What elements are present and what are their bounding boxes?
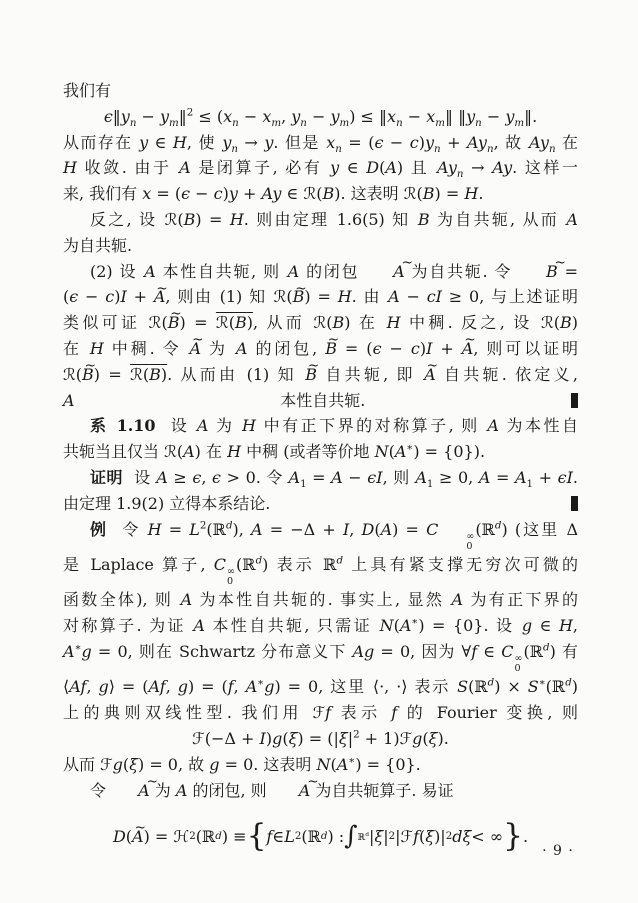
text-fragment: m <box>271 116 282 129</box>
text-fragment: c <box>213 184 223 204</box>
text-fragment: 证明 <box>90 467 123 487</box>
text-fragment: f <box>227 677 234 697</box>
text-fragment: S <box>457 677 469 697</box>
text-line: H 收敛. 由于 A 是闭算子, 必有 y ∈ D(A) 且 $Ay_n \to Ay$. 这样一 <box>63 158 578 181</box>
text-fragment: d <box>565 677 572 690</box>
text-fragment: B <box>559 313 572 333</box>
text-fragment: A <box>478 467 491 487</box>
text-fragment: A ~ <box>132 824 144 850</box>
text-fragment: g <box>98 677 109 697</box>
text-fragment: $y_n$ <box>291 106 307 129</box>
text-fragment: m <box>339 116 350 129</box>
text-fragment: B <box>234 313 247 333</box>
text-line: 证明 设 A ≥ ϵ, ϵ > 0. 令 $A_1 = A - \epsilon I$, 则 $A_1 \ge 0$, $A = A_1 + \epsilon I$. <box>90 467 578 491</box>
text-fragment: A <box>399 616 412 636</box>
text-fragment: d <box>543 641 550 654</box>
text-fragment: 1 <box>426 478 434 491</box>
text-fragment: A ~ <box>111 778 150 804</box>
text-fragment: ∞ <box>227 566 236 578</box>
text-fragment: B ~ <box>293 284 305 310</box>
text-fragment: Af <box>148 677 166 697</box>
text-fragment: n <box>300 116 307 129</box>
text-fragment: I <box>426 338 433 358</box>
text-fragment: 例 <box>90 519 109 539</box>
text-fragment: ϵ <box>374 132 384 152</box>
text-fragment: d <box>336 554 344 567</box>
text-fragment: $y_n$ <box>466 106 482 129</box>
text-fragment: $x_n$ <box>387 106 403 129</box>
text-fragment: n <box>486 142 494 155</box>
text-fragment: 0 <box>466 540 473 552</box>
text-fragment: g <box>209 754 220 774</box>
text-fragment: n <box>456 168 464 181</box>
text-line: 令 A ~ 为 A 的闭包, 则 A ~ 为自共轭算子. 易证 <box>63 778 578 804</box>
text-fragment <box>227 567 235 587</box>
text-fragment: g <box>81 642 92 662</box>
text-fragment: ϵ <box>181 184 191 204</box>
text-line: A 本性自共轭. <box>63 388 578 414</box>
text-fragment: d <box>320 830 328 843</box>
text-fragment <box>256 555 263 567</box>
text-fragment: c <box>105 287 115 307</box>
text-fragment: H <box>337 287 352 307</box>
text-fragment: ξ <box>374 826 384 846</box>
text-fragment: A <box>235 338 248 358</box>
text-fragment: A <box>415 467 427 487</box>
text-fragment: A <box>183 442 195 462</box>
text-line: $\epsilon‖y_n$ − $y_m‖^2 \le (x_n - x_m$, $y_n - y_m$) ≤ $‖x_n$ − $x_m‖$ $‖y_n$ − $y_m‖$. <box>103 106 538 129</box>
text-fragment: A <box>288 467 301 487</box>
text-fragment: $y_n$ <box>425 132 441 155</box>
text-fragment: g <box>177 677 188 697</box>
text-line: 为自共轭. <box>63 235 133 255</box>
text-fragment: H <box>63 158 77 178</box>
text-fragment: g <box>112 754 123 774</box>
text-fragment: A <box>514 467 527 487</box>
text-line: 共轭当且仅当 ℛ(A) 在 H 中稠 (或者等价地 N(A∗) = {0}). <box>63 441 486 462</box>
text-fragment: ∗ <box>538 677 546 690</box>
text-fragment: f <box>266 826 273 846</box>
text-fragment: N <box>374 442 389 462</box>
text-fragment: 0 <box>514 663 521 675</box>
text-line: 在 H 中稠. 令 A ~ 为 A 的闭包, B ~ = (ϵ − c)I + A ~, 则可以证明 <box>63 336 578 362</box>
text-fragment: ξ <box>338 729 348 749</box>
text-fragment: A ~ <box>462 336 474 362</box>
text-fragment: A <box>156 467 168 487</box>
text-fragment: A <box>566 209 578 229</box>
text-fragment: d <box>215 830 222 843</box>
text-fragment: I <box>342 519 350 539</box>
text-fragment: Af <box>69 677 87 697</box>
text-fragment: A <box>63 642 75 662</box>
text-fragment: D <box>366 158 380 178</box>
text-fragment: ∗ <box>74 641 82 654</box>
text-fragment: ϵI <box>367 467 383 487</box>
text-line: 由定理 1.9(2) 立得本系结论. <box>63 491 578 517</box>
text-fragment: C <box>426 519 439 539</box>
text-fragment: B ~ <box>325 336 337 362</box>
text-fragment: 0 <box>227 576 234 588</box>
text-line: 类似可证 ℛ(B ~) = ℛ(B), 从而 ℛ(B) 在 H 中稠. 反之, 设 ℛ(B) <box>63 310 578 336</box>
text-fragment: B ~ <box>82 362 94 388</box>
text-fragment: n <box>475 116 482 129</box>
text-fragment: m <box>514 116 525 129</box>
text-fragment <box>488 677 495 689</box>
text-fragment: x <box>142 184 152 204</box>
text-fragment: ϵ <box>192 467 202 487</box>
text-fragment: A ~ <box>190 336 202 362</box>
text-line: D ( A ~ ) = ℋ 2 (ℝ d ) ≡ { f ∈ L 2 (ℝ d ) : ∫ ℝ$^d$ | ξ | 2 |ℱ f ( ξ )| 2 dξ < ∞ } . <box>63 803 578 869</box>
text-fragment: A <box>245 677 258 697</box>
text-fragment: g <box>264 677 275 697</box>
text-fragment: A <box>196 416 209 436</box>
text-fragment: $x_m$ <box>262 106 282 129</box>
text-fragment: A <box>193 616 205 636</box>
text-fragment: f <box>471 642 478 662</box>
text-fragment: 2 <box>186 106 194 119</box>
text-fragment: B <box>332 313 345 333</box>
text-fragment: $x_n$ <box>326 132 342 155</box>
text-fragment: c <box>409 132 419 152</box>
text-fragment: H <box>172 132 187 152</box>
text-fragment: A ~ <box>366 259 405 285</box>
qed-mark <box>571 496 578 511</box>
text-fragment: A <box>144 261 156 281</box>
text-fragment <box>336 555 343 567</box>
text-fragment: C <box>501 642 514 662</box>
text-fragment: $Ay_n$ <box>436 158 464 181</box>
text-fragment: ∗ <box>348 754 356 767</box>
text-fragment: B <box>183 209 196 229</box>
text-fragment: B <box>417 209 430 229</box>
text-line: A∗g = 0, 则在 Schwartz 分布意义下 Ag = 0, 因为 ∀f ∈ C ∞ 0 (ℝ$^d$) 有 <box>63 641 578 675</box>
text-fragment: ∞ <box>466 530 475 542</box>
text-fragment: H <box>464 184 479 204</box>
text-fragment: N <box>379 616 394 636</box>
text-fragment: L <box>284 826 295 846</box>
text-fragment: S <box>527 677 539 697</box>
page-number: · 9 · <box>542 843 574 859</box>
text-fragment: H <box>386 313 401 333</box>
text-fragment: m <box>435 116 445 129</box>
text-fragment: I <box>120 287 127 307</box>
text-fragment: n <box>396 116 403 129</box>
text-fragment: $y_n$ <box>120 106 137 129</box>
text-fragment: d <box>225 519 233 532</box>
text-fragment: Ag <box>352 642 375 662</box>
text-fragment: A <box>179 158 191 178</box>
text-fragment: L <box>189 519 200 539</box>
text-fragment: A <box>180 590 193 610</box>
text-fragment: 1 <box>526 478 534 491</box>
text-fragment: f <box>325 703 332 723</box>
text-fragment: A ~ <box>154 284 166 310</box>
text-line: 系 1.10 设 A 为 H 中有正下界的对称算子, 则 A 为本性自 <box>90 416 578 436</box>
text-fragment: $y_m$ <box>330 106 350 129</box>
text-fragment: A <box>451 590 464 610</box>
text-fragment: n <box>232 116 239 129</box>
text-fragment <box>565 677 572 689</box>
text-fragment: f <box>391 703 398 723</box>
text-fragment: 2 <box>199 519 207 532</box>
text-line: (2) 设 A 本性自共轭, 则 A 的闭包 A ~ 为自共轭. 令 B ~ = <box>63 259 578 285</box>
text-fragment: A <box>388 287 400 307</box>
text-fragment: ξ <box>428 729 438 749</box>
text-fragment: ϵI <box>557 467 573 487</box>
text-fragment: cI <box>426 287 442 307</box>
text-fragment: dξ <box>452 826 472 846</box>
text-fragment: H <box>229 209 244 229</box>
text-fragment: y <box>228 184 238 204</box>
text-fragment: H <box>242 416 256 436</box>
text-fragment: ℛ(B) <box>130 364 168 384</box>
text-fragment <box>515 654 523 674</box>
text-fragment: $y_m$ <box>160 106 179 129</box>
text-fragment: A ~ <box>272 778 311 804</box>
text-fragment: ϵ <box>372 338 382 358</box>
text-fragment: ∗ <box>257 677 265 690</box>
text-fragment: A <box>287 261 300 281</box>
text-fragment: C <box>213 554 227 574</box>
text-fragment: $Ay_n$ <box>467 132 494 155</box>
text-fragment: ϵ <box>212 467 221 487</box>
text-fragment: A <box>331 467 343 487</box>
text-fragment: 2 <box>353 728 360 741</box>
text-fragment: Ay <box>261 184 282 204</box>
text-fragment: g <box>412 729 423 749</box>
text-line: (ϵ − c)I + A ~, 则由 (1) 知 ℛ(B ~) = H. 由 A − cI ≥ 0, 与上述证明 <box>63 284 578 310</box>
text-fragment: B ~ <box>168 310 180 336</box>
text-fragment: ∞ <box>514 653 523 665</box>
text-fragment: g <box>272 729 283 749</box>
text-fragment: D <box>112 826 126 846</box>
text-fragment: B ~ <box>519 259 558 285</box>
text-fragment: $y_m$ <box>505 106 525 129</box>
text-fragment: $x_m$ <box>426 106 445 129</box>
text-fragment: n <box>231 142 238 155</box>
text-fragment: d <box>365 830 369 838</box>
text-fragment: n <box>434 142 441 155</box>
text-fragment: ϵ <box>69 287 79 307</box>
text-line: 上的典则双线性型. 我们用 ℱf 表示 f 的 Fourier 变换, 则 <box>63 703 578 723</box>
text-fragment <box>439 532 474 552</box>
text-fragment: $y_n$ <box>222 132 238 155</box>
text-fragment: B <box>422 184 435 204</box>
text-line: 对称算子. 为证 A 本性自共轭, 只需证 N(A∗) = {0}. 设 g ∈ H, <box>63 615 578 636</box>
text-fragment: d <box>487 677 495 690</box>
text-fragment: A <box>394 442 407 462</box>
text-line: 函数全体), 则 A 为本性自共轭的. 事实上, 显然 A 为有正下界的 <box>63 590 578 610</box>
text-line: 例 令 $H = L^2(ℝ^d)$, A = −Δ + I, D(A) = C ∞ 0 (ℝ$^d$) (这里 Δ <box>90 519 579 552</box>
text-line: 我们有 <box>63 81 112 100</box>
text-line: ℱ(−Δ + $I)g(\xi) = (|\xi|^2$ + 1)ℱg(ξ). <box>192 728 449 749</box>
text-line: 来, 我们有 x = (ϵ − c)y + Ay ∈ ℛ(B). 这表明 ℛ(B) = H. <box>63 184 484 204</box>
text-fragment: 系 1.10 <box>90 416 156 436</box>
text-fragment: d <box>255 554 263 567</box>
text-fragment: f <box>413 826 419 846</box>
text-line: ⟨Af, g⟩ = (Af, g) = (f, A∗g) = 0, 这里 ⟨·, ·⟩ 表示 S(ℝ$^d$) × S∗(ℝ$^d$) <box>63 677 579 697</box>
text-line: 反之, 设 ℛ(B) = H. 则由定理 1.6(5) 知 B 为自共轭, 从而 A <box>90 209 578 229</box>
text-fragment: A <box>175 780 188 800</box>
text-fragment: N <box>316 754 331 774</box>
text-fragment: y <box>139 132 149 152</box>
text-fragment: n <box>548 142 556 155</box>
text-fragment: B <box>322 184 335 204</box>
text-fragment: $x_n$ <box>223 106 239 129</box>
text-fragment <box>543 642 550 654</box>
text-fragment: A <box>487 416 499 436</box>
text-fragment: H <box>147 519 162 539</box>
text-fragment: Ay <box>492 158 513 178</box>
text-fragment: ξ <box>425 826 435 846</box>
text-fragment: D <box>361 519 375 539</box>
text-fragment: m <box>169 116 179 129</box>
text-line: ℛ(B ~) = ℛ(B). 从而由 (1) 知 B ~ 自共轭, 即 A ~ 自共轭. 依定义, <box>63 362 578 388</box>
text-line: 是 Laplace 算子, C ∞ 0 (ℝ$^d$) 表示 ℝ$^d$ 上具有紧支撑无穷次可微的 <box>63 554 578 588</box>
text-fragment: H <box>227 442 242 462</box>
text-fragment: $Ay_n$ <box>529 132 556 155</box>
text-line: 从而存在 y ∈ H, 使 $y_n \to y$. 但是 $x_n = (\epsilon - c)y_n + Ay_n$, 故 $Ay_n$ 在 <box>63 132 579 155</box>
text-fragment: 1 <box>300 478 307 491</box>
text-fragment: n <box>335 142 342 155</box>
text-line: 从而 ℱg(ξ) = 0, 故 g = 0. 这表明 N(A∗) = {0}. <box>63 754 421 774</box>
text-fragment: ξ <box>129 754 138 774</box>
text-fragment: c <box>410 338 420 358</box>
text-fragment: ℛ(B) <box>215 313 253 333</box>
text-fragment: ϵ <box>103 106 113 126</box>
text-fragment: ξ <box>288 729 298 749</box>
text-fragment <box>495 519 502 531</box>
text-fragment: H <box>89 338 104 358</box>
text-fragment: g <box>521 616 533 636</box>
text-fragment: A <box>251 519 263 539</box>
text-fragment: A <box>336 754 349 774</box>
text-fragment: A <box>380 519 393 539</box>
text-fragment: n <box>129 116 137 129</box>
text-fragment: y <box>264 132 274 152</box>
text-fragment: I <box>259 729 266 749</box>
text-fragment: B <box>149 364 161 384</box>
text-fragment: A ~ <box>424 362 436 388</box>
text-block <box>63 78 578 869</box>
text-fragment: A <box>63 390 75 410</box>
text-fragment: A <box>385 158 397 178</box>
text-fragment <box>226 519 233 531</box>
text-fragment: ℝ$^d$ <box>357 830 369 843</box>
text-fragment: d <box>494 519 502 532</box>
text-fragment: B ~ <box>305 362 317 388</box>
qed-mark <box>571 393 578 408</box>
text-fragment: ∗ <box>411 615 419 628</box>
text-fragment: y <box>330 158 340 178</box>
text-fragment: ∗ <box>406 441 414 454</box>
text-fragment: H <box>558 616 573 636</box>
